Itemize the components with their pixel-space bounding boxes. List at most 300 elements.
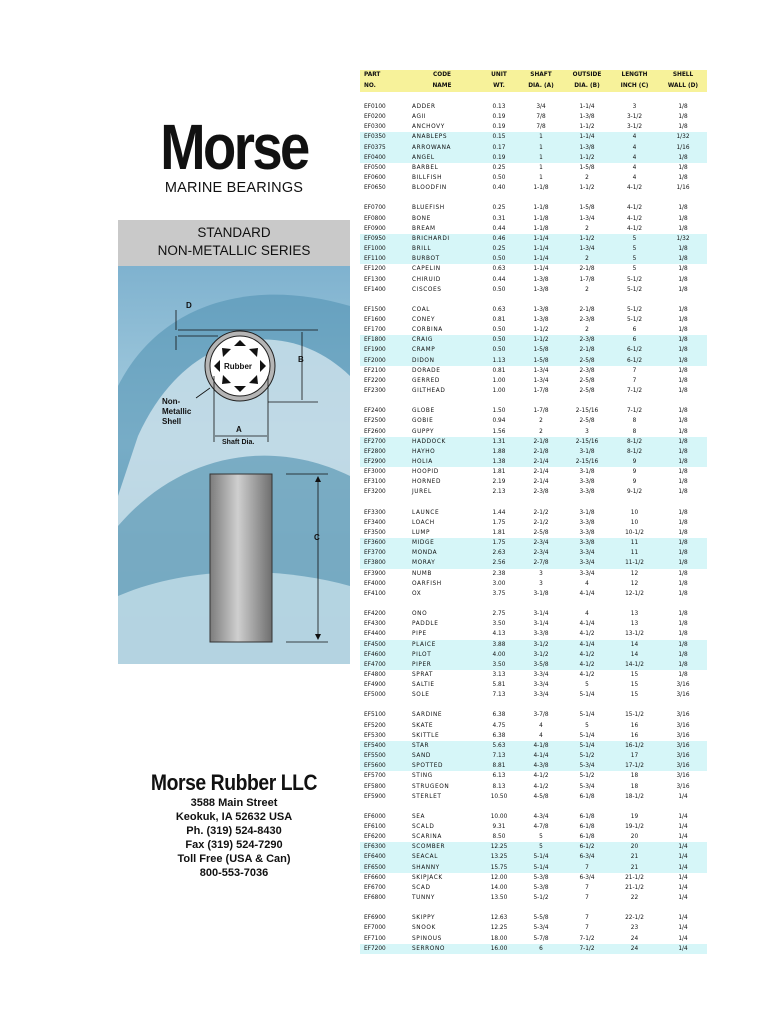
table-cell: 8.81 [480, 761, 518, 771]
table-row [360, 832, 707, 842]
table-cell: 5 [610, 254, 659, 264]
table-cell: 7 [585, 925, 589, 932]
table-cell: GILTHEAD [412, 388, 446, 395]
table-cell: 7-1/2 [564, 944, 610, 954]
table-cell: EF6800 [364, 895, 386, 902]
table-cell: 5-1/2 [533, 895, 549, 902]
table-cell: 1/8 [678, 631, 688, 638]
table-cell: 2-5/8 [579, 418, 595, 425]
table-cell: 7.13 [480, 751, 518, 761]
table-cell: 5-3/4 [564, 761, 610, 771]
table-cell: 1/8 [678, 164, 688, 171]
table-cell: 1/8 [678, 367, 688, 374]
table-cell: 0.17 [480, 143, 518, 153]
table-cell: 12.00 [490, 874, 508, 881]
table-cell: 1/8 [659, 254, 707, 264]
table-cell: EF3700 [360, 548, 404, 558]
table-cell: 0.63 [492, 266, 506, 273]
table-cell: EF4600 [360, 650, 404, 660]
table-cell: 2-3/8 [579, 367, 595, 374]
table-cell: 1/8 [659, 335, 707, 345]
table-cell: STERLET [412, 793, 442, 800]
table-cell: 1-1/8 [533, 185, 549, 192]
table-cell: 0.81 [492, 367, 506, 374]
table-cell: 1-1/2 [579, 124, 595, 131]
table-cell: PILOT [404, 650, 480, 660]
table-cell: ADDER [412, 104, 436, 110]
gap-cell [360, 802, 707, 812]
table-cell: 6 [632, 327, 637, 334]
table-cell: 21-1/2 [625, 884, 644, 891]
table-cell: 1/4 [659, 863, 707, 873]
table-cell: 13 [630, 611, 639, 618]
table-cell: 0.50 [492, 286, 506, 293]
table-row [360, 285, 707, 295]
table-cell: HAYHO [404, 447, 480, 457]
table-cell: 2 [539, 428, 543, 435]
table-cell: EF5300 [364, 732, 386, 739]
table-cell: EF0600 [364, 175, 386, 182]
table-row [360, 782, 707, 792]
table-cell: EF2500 [364, 418, 386, 425]
table-cell: SAND [404, 751, 480, 761]
table-cell: 1/8 [678, 479, 688, 486]
company-address: 3588 Main Street [190, 797, 278, 809]
table-cell: 6-1/2 [610, 356, 659, 366]
table-cell: 10.00 [490, 813, 508, 820]
company-name: Morse Rubber LLC [150, 770, 318, 795]
table-cell: SCAD [412, 884, 431, 891]
table-cell: 2-1/8 [518, 447, 564, 457]
table-cell: EF5600 [360, 761, 404, 771]
table-cell: 5-1/2 [626, 286, 643, 293]
table-cell: 7-1/2 [579, 935, 595, 942]
table-cell: 10 [630, 509, 639, 516]
table-cell: 6.38 [492, 712, 506, 719]
table-cell: EF4700 [360, 660, 404, 670]
table-row [360, 305, 707, 315]
table-cell: 1/8 [678, 306, 688, 313]
table-cell: 4-7/8 [533, 824, 549, 830]
table-cell: ARROWANA [404, 143, 480, 153]
table-cell: 2 [585, 327, 589, 334]
table-cell: 4 [585, 580, 589, 587]
table-cell: HADDOCK [404, 437, 480, 447]
table-cell: EF4900 [364, 682, 386, 689]
table-cell: 5 [539, 834, 543, 841]
table-cell: 1.88 [480, 447, 518, 457]
column-header: NO. [360, 81, 404, 92]
table-cell: GLOBE [412, 408, 435, 415]
group-gap [360, 700, 707, 710]
table-cell: 3-7/8 [533, 712, 549, 719]
table-cell: EF5900 [364, 793, 386, 800]
table-row [360, 143, 707, 153]
parts-table-header [360, 70, 707, 92]
series-line2: NON-METALLIC SERIES [157, 243, 311, 258]
table-cell: 1/4 [678, 824, 688, 830]
table-cell: 3-3/8 [579, 529, 595, 536]
rubber-label: Rubber [224, 362, 252, 371]
table-cell: EF1200 [364, 266, 386, 273]
table-cell: 1.81 [492, 469, 506, 476]
table-cell: 1/8 [678, 377, 688, 384]
table-cell: 2.56 [480, 558, 518, 568]
table-cell: SHANNY [404, 863, 480, 873]
table-cell: EF4500 [360, 640, 404, 650]
table-cell: OX [412, 590, 422, 597]
table-cell: 0.50 [480, 345, 518, 355]
table-cell: 3-3/8 [579, 519, 595, 526]
gap-cell [360, 498, 707, 508]
left-panel [0, 0, 350, 1024]
table-cell: 7 [585, 895, 589, 902]
table-row [360, 670, 707, 680]
table-cell: 4-1/4 [564, 640, 610, 650]
table-cell: 20 [610, 842, 659, 852]
table-cell: 1-1/2 [533, 327, 549, 334]
table-cell: 5-3/4 [533, 925, 549, 932]
table-cell: 1.50 [492, 408, 506, 415]
table-cell: EF0350 [360, 132, 404, 142]
column-header: DIA. (B) [564, 81, 610, 92]
table-cell: BARBEL [412, 164, 439, 171]
table-cell: 3.88 [480, 640, 518, 650]
table-cell: 14-1/2 [610, 660, 659, 670]
table-cell: EF0800 [364, 215, 386, 222]
table-cell: SPRAT [412, 671, 434, 678]
table-cell: EF6200 [364, 834, 386, 841]
table-cell: SCOMBER [404, 842, 480, 852]
table-cell: 1/8 [678, 509, 688, 516]
table-cell: 5 [585, 722, 589, 729]
table-cell: 5-1/2 [626, 276, 643, 283]
table-row [360, 345, 707, 355]
table-cell: 18 [630, 783, 639, 790]
table-cell: 2-1/4 [518, 457, 564, 467]
group-gap [360, 599, 707, 609]
table-cell: 3/16 [676, 773, 690, 780]
table-cell: 3 [632, 104, 637, 110]
table-cell: 3 [539, 570, 543, 577]
table-row [360, 132, 707, 142]
table-cell: 0.25 [480, 244, 518, 254]
table-cell: 1.00 [492, 388, 506, 395]
table-cell: 1.31 [480, 437, 518, 447]
table-cell: SARDINE [412, 712, 443, 719]
table-cell: 1.44 [492, 509, 506, 516]
table-cell: 1/8 [678, 580, 688, 587]
wave-diagram [118, 266, 350, 664]
table-cell: 3-3/4 [579, 570, 595, 577]
table-row [360, 680, 707, 690]
table-cell: 4 [610, 132, 659, 142]
table-cell: LUMP [412, 529, 431, 536]
group-gap [360, 903, 707, 913]
table-cell: 1/8 [678, 418, 688, 425]
table-cell: 1-3/8 [564, 143, 610, 153]
table-cell: 1/8 [659, 457, 707, 467]
table-cell: 1/8 [678, 529, 688, 536]
table-row [360, 589, 707, 599]
table-cell: SPINOUS [412, 935, 442, 942]
table-row [360, 275, 707, 285]
table-cell: 6-1/2 [564, 842, 610, 852]
table-row [360, 467, 707, 477]
table-cell: EF5700 [364, 773, 386, 780]
table-cell: 4-5/8 [533, 793, 549, 800]
table-cell: 1/4 [678, 874, 688, 881]
table-cell: 4 [585, 611, 589, 618]
column-header: SHELL [659, 70, 707, 81]
table-cell: 1-1/2 [564, 234, 610, 244]
table-cell: 1/4 [678, 813, 688, 820]
table-cell: 1/16 [676, 185, 690, 192]
table-cell: 8-1/2 [610, 437, 659, 447]
table-row [360, 325, 707, 335]
table-cell: 2 [585, 225, 589, 232]
table-cell: 1 [539, 175, 543, 182]
table-cell: EF6100 [364, 824, 386, 830]
table-cell: STAR [404, 741, 480, 751]
table-cell: 3-3/4 [533, 692, 549, 699]
table-cell: 2-3/4 [518, 548, 564, 558]
table-cell: EF3400 [364, 519, 386, 526]
table-row [360, 629, 707, 639]
table-cell: 1/8 [659, 244, 707, 254]
table-cell: 5-3/8 [533, 874, 549, 881]
table-row [360, 427, 707, 437]
table-cell: 3/16 [659, 741, 707, 751]
table-cell: PLAICE [404, 640, 480, 650]
table-cell: LAUNCE [412, 509, 440, 516]
table-cell: 1-7/8 [579, 276, 595, 283]
table-cell: ANGEL [404, 153, 480, 163]
table-cell: EF6700 [364, 884, 386, 891]
table-cell: 2-5/8 [533, 529, 549, 536]
table-row [360, 852, 707, 862]
table-cell: SEACAL [404, 852, 480, 862]
table-cell: LOACH [412, 519, 435, 526]
table-cell: 3-1/8 [564, 447, 610, 457]
table-cell: 2-1/8 [579, 266, 595, 273]
table-cell: 3-3/8 [579, 479, 595, 486]
table-row [360, 640, 707, 650]
table-cell: 4-1/2 [579, 631, 595, 638]
table-row [360, 721, 707, 731]
table-cell: 7.13 [492, 692, 506, 699]
table-cell: 4-1/2 [626, 215, 643, 222]
table-row [360, 315, 707, 325]
parts-table [360, 70, 707, 954]
table-cell: 4-1/2 [533, 773, 549, 780]
table-cell: 3.50 [492, 621, 506, 628]
table-cell: EF7000 [364, 925, 386, 932]
gap-cell [360, 599, 707, 609]
table-cell: 5.63 [480, 741, 518, 751]
label-a-sub: Shaft Dia. [222, 439, 255, 446]
table-cell: 7/8 [536, 124, 546, 131]
table-cell: EF0375 [360, 143, 404, 153]
table-cell: EF2800 [360, 447, 404, 457]
table-cell: CONEY [412, 316, 436, 323]
table-cell: 4-3/8 [518, 761, 564, 771]
table-row [360, 690, 707, 700]
table-cell: 1/8 [659, 660, 707, 670]
table-cell: BLOODFIN [412, 185, 447, 192]
gap-cell [360, 700, 707, 710]
table-cell: 3/16 [676, 783, 690, 790]
table-cell: 7/8 [536, 114, 546, 121]
column-header: LENGTH [610, 70, 659, 81]
table-cell: 3-3/4 [533, 671, 549, 678]
table-cell: EF0500 [364, 164, 386, 171]
table-cell: 5-1/2 [626, 316, 643, 323]
table-cell: 3/16 [676, 732, 690, 739]
table-cell: EF5500 [360, 751, 404, 761]
table-cell: 3-1/2 [626, 114, 643, 121]
table-row [360, 102, 707, 112]
table-cell: 1-3/8 [533, 276, 549, 283]
table-cell: 5 [518, 842, 564, 852]
table-row [360, 619, 707, 629]
table-cell: EF4200 [364, 611, 386, 618]
table-cell: 1-3/8 [533, 316, 549, 323]
table-cell: ONO [412, 611, 428, 618]
table-cell: EF4800 [364, 671, 386, 678]
table-row [360, 335, 707, 345]
table-cell: 0.40 [492, 185, 506, 192]
table-cell: EF4300 [364, 621, 386, 628]
table-cell: BLUEFISH [412, 205, 445, 212]
table-cell: CRAMP [404, 345, 480, 355]
table-cell: 8 [632, 428, 637, 435]
table-cell: EF0200 [364, 114, 386, 121]
table-row [360, 528, 707, 538]
table-cell: 5-7/8 [533, 935, 549, 942]
table-cell: 1/8 [659, 558, 707, 568]
table-cell: SPOTTED [404, 761, 480, 771]
table-cell: EF7200 [360, 944, 404, 954]
table-cell: 13.50 [490, 895, 508, 902]
table-row [360, 416, 707, 426]
table-cell: 2 [585, 286, 589, 293]
table-cell: 3/16 [676, 682, 690, 689]
table-cell: EF3300 [364, 509, 386, 516]
table-cell: 18 [630, 773, 639, 780]
table-cell: 6-3/4 [579, 874, 595, 881]
table-cell: EF0650 [364, 185, 386, 192]
table-row [360, 792, 707, 802]
table-cell: 1-3/8 [533, 286, 549, 293]
table-cell: 10 [630, 519, 639, 526]
table-cell: 2-1/2 [533, 509, 549, 516]
table-row [360, 893, 707, 903]
company-tollfree: 800-553-7036 [199, 867, 269, 879]
table-cell: 21 [610, 852, 659, 862]
table-cell: 4-1/8 [518, 741, 564, 751]
table-cell: 0.44 [492, 276, 506, 283]
table-cell: 1/8 [678, 114, 688, 121]
table-cell: 0.46 [480, 234, 518, 244]
column-header: SHAFT [518, 70, 564, 81]
table-cell: 2-1/8 [518, 437, 564, 447]
table-cell: 1-5/8 [518, 356, 564, 366]
table-cell: 4.75 [492, 722, 506, 729]
shell-label-2: Metallic [162, 407, 192, 416]
table-cell: 6 [518, 944, 564, 954]
table-cell: EF1800 [360, 335, 404, 345]
table-cell: 1/8 [678, 104, 688, 110]
table-cell: 0.44 [492, 225, 506, 232]
table-cell: 14.00 [490, 884, 508, 891]
table-cell: 1-7/8 [533, 388, 549, 395]
table-cell: HORNED [412, 479, 442, 486]
company-block [118, 770, 350, 880]
label-a: A [236, 425, 242, 434]
table-cell: 11 [610, 538, 659, 548]
table-cell: 2-3/8 [533, 489, 549, 496]
table-cell: 4.13 [492, 631, 506, 638]
table-cell: EF3000 [364, 469, 386, 476]
table-row [360, 183, 707, 193]
table-cell: 2 [539, 418, 543, 425]
table-cell: 8-1/2 [610, 447, 659, 457]
table-cell: SKIPJACK [412, 874, 443, 881]
table-cell: 5 [585, 682, 589, 689]
table-cell: 1.38 [480, 457, 518, 467]
table-cell: 4-1/4 [579, 590, 595, 597]
table-row [360, 741, 707, 751]
table-cell: 1-1/2 [579, 185, 595, 192]
table-cell: EF3200 [364, 489, 386, 496]
table-cell: 15 [630, 692, 639, 699]
table-cell: PIPER [404, 660, 480, 670]
table-cell: 0.50 [492, 327, 506, 334]
table-cell: EF3600 [360, 538, 404, 548]
table-row [360, 244, 707, 254]
table-row [360, 122, 707, 132]
table-cell: 0.50 [492, 175, 506, 182]
table-cell: SCALD [412, 824, 435, 830]
table-cell: 3-1/8 [533, 590, 549, 597]
table-row [360, 873, 707, 883]
table-cell: 1/8 [678, 570, 688, 577]
table-cell: 2 [564, 254, 610, 264]
table-cell: 4 [632, 164, 637, 171]
table-cell: ANABLEPS [404, 132, 480, 142]
table-cell: 3/16 [676, 722, 690, 729]
table-cell: 3/16 [659, 761, 707, 771]
table-cell: 6 [610, 335, 659, 345]
table-cell: 4-1/2 [533, 783, 549, 790]
table-cell: 8 [632, 418, 637, 425]
series-line1: STANDARD [197, 225, 271, 240]
table-row [360, 203, 707, 213]
table-cell: 2-1/4 [533, 469, 549, 476]
table-cell: 1-1/4 [518, 234, 564, 244]
table-cell: 5-5/8 [533, 915, 549, 922]
table-row [360, 944, 707, 954]
table-cell: SKATE [412, 722, 434, 729]
table-cell: EF0300 [364, 124, 386, 131]
table-row [360, 518, 707, 528]
table-row [360, 163, 707, 173]
table-cell: 6-1/8 [579, 793, 595, 800]
gap-cell [360, 396, 707, 406]
table-cell: STRUGEON [412, 783, 450, 790]
table-cell: BONE [412, 215, 431, 222]
